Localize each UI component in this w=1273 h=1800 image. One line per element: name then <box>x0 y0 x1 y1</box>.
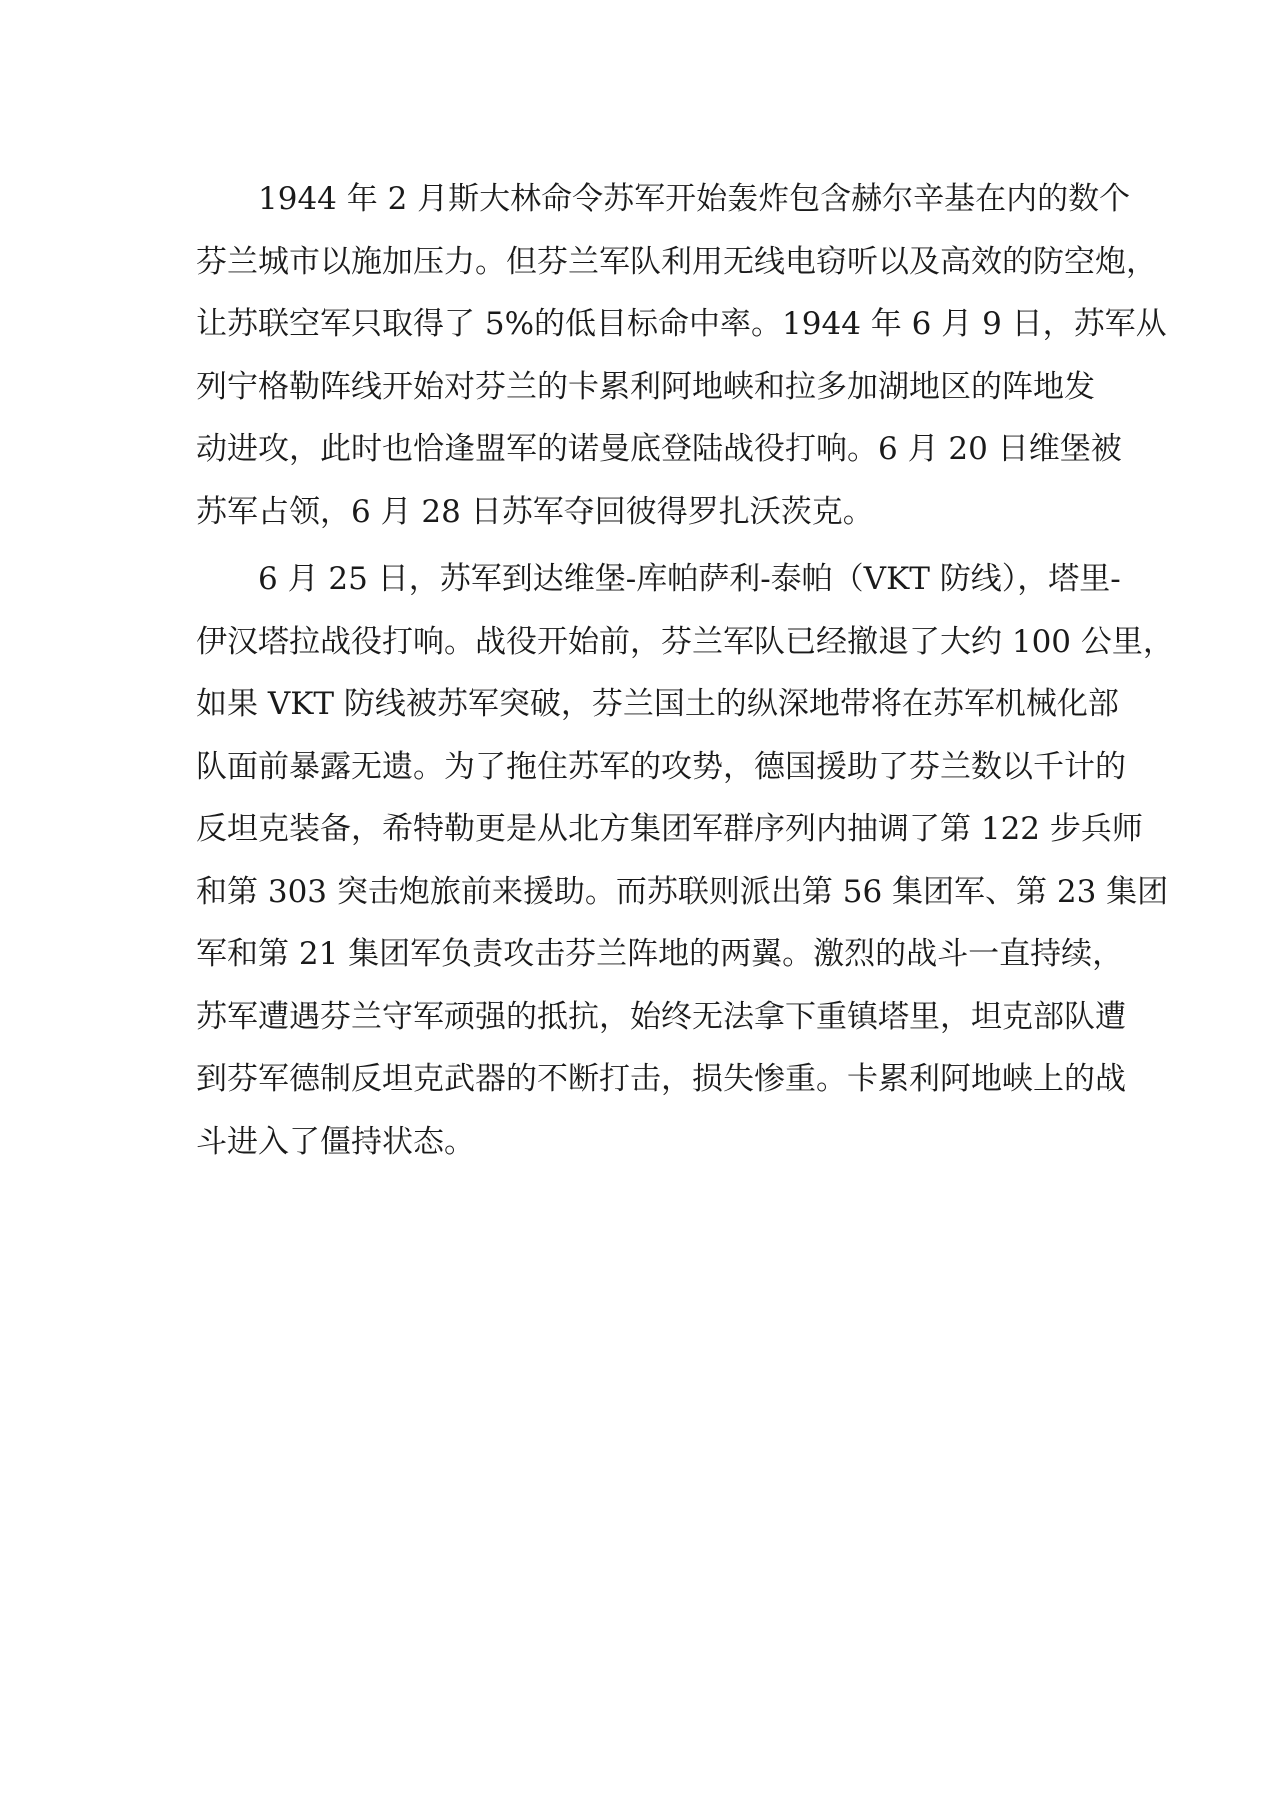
paragraph-line: 和第 303 突击炮旅前来援助。而苏联则派出第 56 集团军、第 23 集团 <box>196 873 1169 910</box>
paragraph-line: 队面前暴露无遗。为了拖住苏军的攻势，德国援助了芬兰数以千计的 <box>196 748 1126 785</box>
paragraph-line: 芬兰城市以施加压力。但芬兰军队利用无线电窃听以及高效的防空炮， <box>196 243 1157 280</box>
paragraph-line: 苏军遭遇芬兰守军顽强的抵抗，始终无法拿下重镇塔里，坦克部队遭 <box>196 998 1126 1035</box>
paragraph-1 <box>196 168 1167 543</box>
paragraph-line: 反坦克装备，希特勒更是从北方集团军群序列内抽调了第 122 步兵师 <box>196 811 1143 847</box>
paragraph-line: 1944 年 2 月斯大林命令苏军开始轰炸包含赫尔辛基在内的数个 <box>258 181 1131 217</box>
paragraph-line: 让苏联空军只取得了 5%的低目标命中率。1944 年 6 月 9 日，苏军从 <box>196 306 1167 342</box>
paragraph-line: 苏军占领，6 月 28 日苏军夺回彼得罗扎沃茨克。 <box>196 493 874 530</box>
paragraph-line: 动进攻，此时也恰逢盟军的诺曼底登陆战役打响。6 月 20 日维堡被 <box>196 431 1122 467</box>
paragraph-line: 到芬军德制反坦克武器的不断打击，损失惨重。卡累利阿地峡上的战 <box>196 1061 1126 1097</box>
paragraph-line: 6 月 25 日，苏军到达维堡-库帕萨利-泰帕（VKT 防线），塔里- <box>258 561 1121 597</box>
paragraph-line: 列宁格勒阵线开始对芬兰的卡累利阿地峡和拉多加湖地区的阵地发 <box>196 368 1095 405</box>
paragraph-line: 斗进入了僵持状态。 <box>196 1123 475 1160</box>
paragraph-2 <box>196 548 1174 1173</box>
paragraph-line: 军和第 21 集团军负责攻击芬兰阵地的两翼。激烈的战斗一直持续， <box>196 936 1124 972</box>
document-body <box>196 168 1174 1173</box>
paragraph-line: 如果 VKT 防线被苏军突破，芬兰国土的纵深地带将在苏军机械化部 <box>196 686 1119 722</box>
paragraph-line: 伊汉塔拉战役打响。战役开始前，芬兰军队已经撤退了大约 100 公里， <box>196 623 1174 660</box>
